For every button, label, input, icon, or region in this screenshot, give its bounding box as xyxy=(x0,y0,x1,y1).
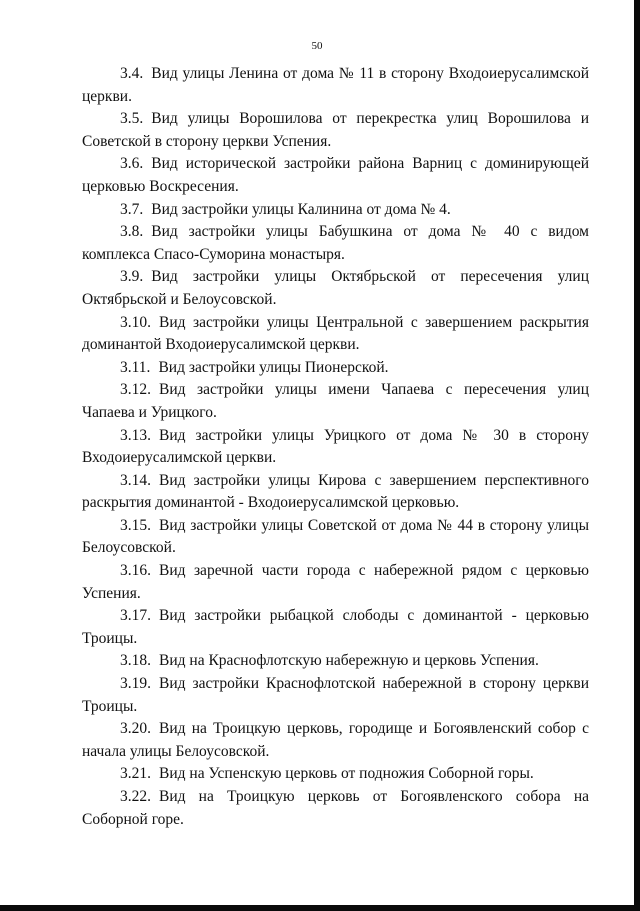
item-number: 3.11. xyxy=(120,358,151,376)
item-number: 3.10. xyxy=(120,313,151,331)
item-number: 3.19. xyxy=(120,675,151,693)
item-number: 3.20. xyxy=(120,720,151,738)
item-number: 3.18. xyxy=(120,652,151,670)
item-number: 3.17. xyxy=(120,607,151,625)
item-number: 3.15. xyxy=(120,516,151,534)
item-text: Вид застройки Краснофлотской набережной в сторону церкви Троицы. xyxy=(82,675,589,715)
item-number: 3.7. xyxy=(120,200,144,218)
item-text: Вид застройки улицы Бабушкина от дома № 40 с видом комплекса Спасо-Суморина монастыря. xyxy=(82,223,589,263)
item-number: 3.5. xyxy=(120,110,144,128)
page-number: 50 xyxy=(311,40,323,52)
item-text: Вид застройки улицы Октябрьской от пересечения улиц Октябрьской и Белоусовской. xyxy=(82,268,589,308)
item-text: Вид на Успенскую церковь от подножия Соборной горы. xyxy=(159,765,534,783)
item-text: Вид улицы Ленина от дома № 11 в сторону Входоиерусалимской церкви. xyxy=(82,65,589,105)
item-number: 3.16. xyxy=(120,562,151,580)
list-item xyxy=(82,221,589,266)
list-item xyxy=(82,266,589,311)
item-number: 3.14. xyxy=(120,471,151,489)
item-text: Вид на Троицкую церковь от Богоявленского собора на Соборной горе. xyxy=(82,788,589,828)
item-text: Вид на Краснофлотскую набережную и церковь Успения. xyxy=(159,652,539,670)
item-text: Вид улицы Ворошилова от перекрестка улиц Ворошилова и Советской в сторону церкви Успения. xyxy=(82,110,589,150)
item-number: 3.6. xyxy=(120,155,144,173)
list-item xyxy=(82,199,589,222)
item-text: Вид застройки улицы имени Чапаева с пересечения улиц Чапаева и Урицкого. xyxy=(82,381,589,421)
item-number: 3.22. xyxy=(120,788,151,805)
list-item xyxy=(82,605,589,650)
list-item xyxy=(82,357,589,380)
list-item xyxy=(82,673,589,718)
item-text: Вид застройки улицы Кирова с завершением перспективного раскрытия доминантой - Входоиерусалимской церковью. xyxy=(82,471,589,512)
item-number: 3.8. xyxy=(120,223,144,241)
item-text: Вид заречной части города с набережной рядом с церковью Успения. xyxy=(82,562,589,602)
list-item xyxy=(82,312,589,357)
list-item xyxy=(82,153,589,198)
item-text: Вид застройки улицы Урицкого от дома № 30 в сторону Входоиерусалимской церкви. xyxy=(82,426,589,467)
item-text: Вид застройки улицы Пионерской. xyxy=(158,358,389,376)
document-body xyxy=(82,63,589,831)
list-item xyxy=(82,718,589,763)
list-item xyxy=(82,786,589,831)
item-number: 3.13. xyxy=(120,426,151,444)
list-item xyxy=(82,650,589,673)
item-text: Вид застройки рыбацкой слободы с доминантой - церковью Троицы. xyxy=(82,607,589,647)
item-number: 3.21. xyxy=(120,765,151,783)
list-item xyxy=(82,515,589,560)
item-text: Вид застройки улицы Калинина от дома № 4. xyxy=(151,200,451,218)
item-number: 3.12. xyxy=(120,381,151,399)
list-item xyxy=(82,108,589,153)
list-item xyxy=(82,470,589,515)
item-number: 3.9. xyxy=(120,268,144,286)
list-item xyxy=(82,63,589,108)
list-item xyxy=(82,763,589,786)
list-item xyxy=(82,379,589,424)
list-item xyxy=(82,425,589,470)
item-text: Вид застройки улицы Центральной с завершением раскрытия доминантой Входоиерусалимской церкви. xyxy=(82,313,589,354)
item-number: 3.4. xyxy=(120,65,144,82)
item-text: Вид на Троицкую церковь, городище и Богоявленский собор с начала улицы Белоусовской. xyxy=(82,720,589,760)
list-item xyxy=(82,560,589,605)
item-text: Вид исторической застройки района Варниц с доминирующей церковью Воскресения. xyxy=(82,155,589,195)
item-text: Вид застройки улицы Советской от дома № 44 в сторону улицы Белоусовской. xyxy=(82,516,589,557)
